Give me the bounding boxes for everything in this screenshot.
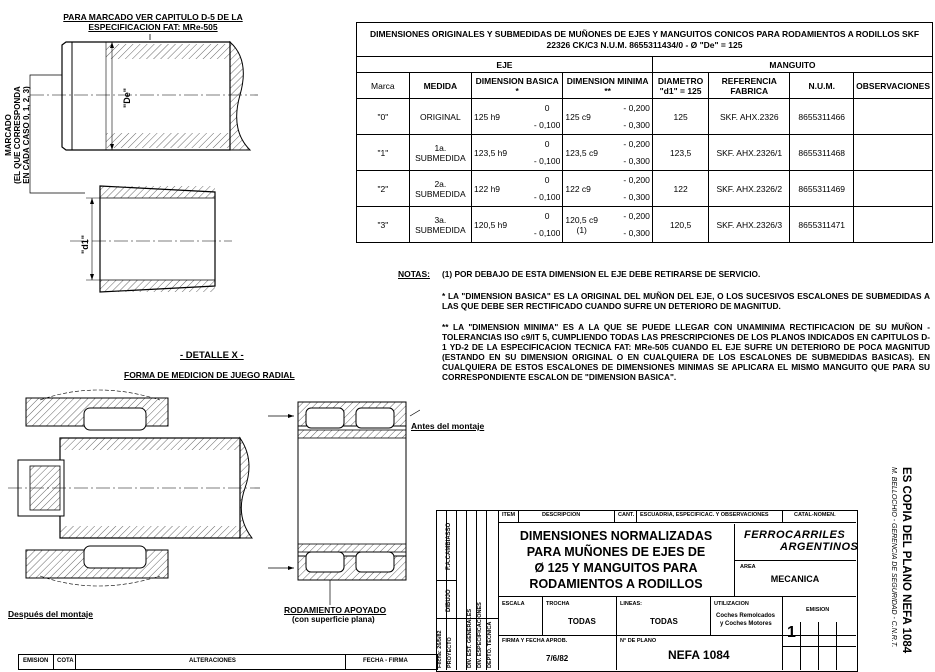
table-row [357, 99, 933, 135]
group-manguito: MANGUITO [652, 57, 932, 73]
minima-upper-tol: - 0,200 [623, 102, 650, 113]
logo-line1: FERROCARRILES [744, 529, 846, 541]
label-despues-montaje: Después del montaje [8, 609, 94, 619]
escala-label: ESCALA [502, 601, 525, 607]
tb-cant: CANT. [618, 512, 635, 518]
dimension-de-label: "De" [122, 87, 132, 108]
tb-descripcion: DESCRIPCION [542, 512, 581, 518]
footer-alteraciones: ALTERACIONES [189, 658, 236, 664]
shaft-drawing [0, 0, 340, 330]
drawing-title-line2: PARA MUÑONES DE EJES DE [526, 545, 706, 559]
cell-num: 8655311468 [790, 135, 854, 171]
utilizacion-value2: y Coches Motores [720, 621, 772, 627]
basica-lower-tol: - 0,100 [533, 227, 561, 238]
cell-basica [472, 99, 563, 135]
minima-upper-tol: - 0,200 [623, 210, 650, 221]
minima-lower-tol: - 0,300 [623, 191, 650, 202]
drawing-title-line3: Ø 125 Y MANGUITOS PARA [534, 561, 698, 575]
side-label-line1: MARCADO [4, 114, 13, 156]
note-1: (1) POR DEBAJO DE ESTA DIMENSION EL EJE DEBE RETIRARSE DE SERVICIO. [442, 269, 761, 279]
cell-medida [409, 171, 471, 207]
firma-label: FIRMA Y FECHA APROB. [502, 638, 568, 644]
minima-value: 120,5 c9 [565, 214, 598, 225]
cell-marca: "0" [357, 99, 410, 135]
cell-marca: "2" [357, 171, 410, 207]
basica-value: 123,5 h9 [474, 147, 508, 158]
plano-label: N° DE PLANO [620, 638, 657, 644]
minima-upper-tol: - 0,200 [623, 138, 650, 149]
minima-value: 122 c9 [565, 183, 591, 194]
basica-upper-tol: 0 [544, 102, 550, 113]
area-cell [734, 560, 856, 596]
area-value: MECANICA [770, 574, 820, 584]
minima-lower-tol: - 0,300 [623, 119, 650, 130]
detail-title: - DETALLE X - [180, 350, 244, 361]
side-label-line2: (EL QUE CORRESPONDA [13, 86, 22, 184]
footer-emision: EMISION [23, 658, 49, 664]
emision-value: 1 [787, 624, 796, 641]
drawing-title-line1: DIMENSIONES NORMALIZADAS [519, 529, 713, 543]
emision-label: EMISION [806, 607, 830, 613]
cell-basica [472, 171, 563, 207]
table-title-line2: 22326 CK/C3 N.U.M. 8655311434/0 - Ø "De" = 125 [546, 39, 743, 50]
footer-fecha-firma: FECHA - FIRMA [363, 658, 408, 664]
copy-stamp-sub: M. BELLOCHIO - GERENCIA DE SEGURIDAD - C.N.R.T. [890, 467, 897, 648]
cell-referencia: SKF. AHX.2326 [709, 99, 790, 135]
utilizacion-label: UTILIZACION [714, 601, 749, 607]
cell-observaciones [854, 99, 933, 135]
cell-num: 8655311466 [790, 99, 854, 135]
cell-diametro: 122 [652, 171, 708, 207]
detail-subtitle: FORMA DE MEDICION DE JUEGO RADIAL [124, 370, 295, 380]
cell-marca: "3" [357, 207, 410, 243]
table-title-line1: DIMENSIONES ORIGINALES Y SUBMEDIDAS DE MUÑONES DE EJES Y MANGUITOS CONICOS PARA RODAMIENTOS A RODILLOS SKF [369, 28, 920, 39]
cell-medida [409, 207, 471, 243]
medida-line2: SUBMEDIDA [415, 188, 466, 199]
header-medida: MEDIDA [409, 73, 471, 99]
drawing-title [498, 524, 735, 596]
header-observaciones: OBSERVACIONES [854, 73, 933, 99]
cell-referencia: SKF. AHX.2326/2 [709, 171, 790, 207]
basica-lower-tol: - 0,100 [533, 155, 561, 166]
dimension-d1-label: "d1" [80, 234, 90, 254]
company-logo [734, 524, 859, 561]
side-div-generales: DIV. EST. GENERALES [467, 608, 473, 668]
marking-note-line2: ESPECIFICACION FAT: MRe-505 [88, 22, 218, 32]
alterations-bar [18, 654, 438, 670]
minima-upper-tol: - 0,200 [623, 174, 650, 185]
table-title [357, 23, 933, 57]
firma-value: 7/6/82 [546, 654, 569, 663]
basica-value: 120,5 h9 [474, 219, 508, 230]
cell-num: 8655311471 [790, 207, 854, 243]
side-dibujo: DIBUJO [446, 589, 452, 612]
tb-escuadria: ESCUADRIA, ESPECIFICAC. Y OBSERVACIONES [640, 512, 769, 518]
basica-value: 122 h9 [474, 183, 501, 194]
plano-value: NEFA 1084 [668, 648, 730, 662]
cell-diametro: 123,5 [652, 135, 708, 171]
minima-lower-tol: - 0,300 [623, 155, 650, 166]
header-minima: DIMENSION MINIMA ** [563, 73, 653, 99]
note-2: * LA "DIMENSION BASICA" ES LA ORIGINAL DEL MUÑON DEL EJE, O LOS SUCESIVOS ESCALONES DE SUBMEDIDAS A LAS QUE DEBE SER RECTIFICADO CUANDO SUFRE UN DETERIORO DE MAGNITUD. [442, 291, 930, 311]
basica-upper-tol: 0 [544, 138, 550, 149]
side-fecha: Fecha: 26/5/82 [437, 630, 443, 668]
emision-grid [782, 622, 856, 670]
medida-line2: SUBMEDIDA [415, 152, 466, 163]
side-label-line3: EN CADA CASO 0, 1, 2, 3) [22, 86, 31, 184]
table-row [357, 171, 933, 207]
minima-lower-tol: - 0,300 [623, 227, 650, 238]
header-num: N.U.M. [790, 73, 854, 99]
copy-stamp: ES COPIA DEL PLANO NEFA 1084 [900, 467, 912, 654]
cell-basica [472, 207, 563, 243]
utilizacion-value1: Coches Remolcados [716, 613, 776, 619]
medida-line1: 1a. [434, 142, 447, 153]
header-marca: Marca [357, 73, 410, 99]
cell-basica [472, 135, 563, 171]
cell-minima [563, 99, 653, 135]
table-row [357, 207, 933, 243]
header-diametro: DIAMETRO "d1" = 125 [652, 73, 708, 99]
medida-line1: 3a. [434, 214, 447, 225]
label-rodamiento-apoyado: RODAMIENTO APOYADO [284, 605, 387, 615]
cell-marca: "1" [357, 135, 410, 171]
cell-observaciones [854, 171, 933, 207]
basica-upper-tol: 0 [544, 210, 550, 221]
tb-row-firma [498, 634, 782, 670]
cell-observaciones [854, 207, 933, 243]
group-eje: EJE [357, 57, 653, 73]
marking-note-line1: PARA MARCADO VER CAPITULO D-5 DE LA [63, 12, 243, 22]
header-referencia: REFERENCIA FABRICA [709, 73, 790, 99]
tb-catal: CATAL-NOMEN. [794, 512, 836, 518]
footer-cota: COTA [57, 658, 74, 664]
note-3: ** LA "DIMENSION MINIMA" ES A LA QUE SE PUEDE LLEGAR CON UNAMINIMA RECTIFICACION DE SU MUÑON - TOLERANCIAS ISO c9/IT 5, CUMPLIENDO TODAS LAS PRESCRIPCIONES DE LOS PLANOS INDICADOS EN CAPITULOS D-1 YD-2 DE LA ESPECIFICACION TECNICA FAT: MRe-505 CUANDO EL EJE SUFRE UN DETERIORO DE POCA MAGNITUD (ESTANDO EN SU DIMENSION ORIGINAL O EN CUALQUIERA DE LOS ESCALONES DE SUBMEDIDAS BASICAS). EN CUALQUIERA DE ESTOS ESCALONES DE DIMENSIONES MINIMAS SE APLICARA EL MISMO MANGUITO QUE PARA SU CORRESPONDIENTE ESCALON DE "DIMENSION BASICA". [442, 322, 930, 382]
side-proyecto: PROYECTO [447, 637, 453, 668]
table-row [357, 135, 933, 171]
cell-num: 8655311469 [790, 171, 854, 207]
cell-minima [563, 207, 653, 243]
label-superficie-plana: (con superficie plana) [292, 615, 375, 624]
minima-value: 125 c9 [565, 111, 591, 122]
drawing-title-line4: RODAMIENTOS A RODILLOS [529, 577, 703, 591]
cell-referencia: SKF. AHX.2326/1 [709, 135, 790, 171]
notes-label: NOTAS: [398, 269, 430, 279]
medida-line2: SUBMEDIDA [415, 224, 466, 235]
side-name: F.A.CAMBIASSO [446, 522, 452, 570]
cell-diametro: 125 [652, 99, 708, 135]
lineas-label: LINEAS: [620, 601, 642, 607]
dimensions-table [356, 22, 933, 243]
header-basica: DIMENSION BASICA * [472, 73, 563, 99]
bearing-drawing [0, 380, 420, 620]
basica-value: 125 h9 [474, 111, 501, 122]
medida-line1: ORIGINAL [420, 111, 461, 122]
cell-referencia: SKF. AHX.2326/3 [709, 207, 790, 243]
logo-line2: ARGENTINOS [780, 541, 859, 553]
cell-medida [409, 99, 471, 135]
cell-diametro: 120,5 [652, 207, 708, 243]
lineas-value: TODAS [650, 617, 678, 626]
area-label: AREA [740, 564, 756, 570]
trocha-value: TODAS [568, 617, 596, 626]
side-div-especificaciones: DIV. ESPECIFICACIONES [477, 602, 483, 668]
label-antes-montaje: Antes del montaje [411, 421, 485, 431]
tb-item: ITEM [502, 512, 516, 518]
cell-medida [409, 135, 471, 171]
basica-upper-tol: 0 [544, 174, 550, 185]
trocha-label: TROCHA [546, 601, 570, 607]
tb-header-row [498, 510, 856, 523]
basica-lower-tol: - 0,100 [533, 191, 561, 202]
medida-line1: 2a. [434, 178, 447, 189]
basica-lower-tol: - 0,100 [533, 119, 561, 130]
cell-observaciones [854, 135, 933, 171]
minima-note: (1) [576, 224, 587, 235]
cell-minima [563, 135, 653, 171]
cell-minima [563, 171, 653, 207]
side-depto-tecnica: DEPTO. TECNICA [487, 621, 493, 668]
minima-value: 123,5 c9 [565, 147, 598, 158]
